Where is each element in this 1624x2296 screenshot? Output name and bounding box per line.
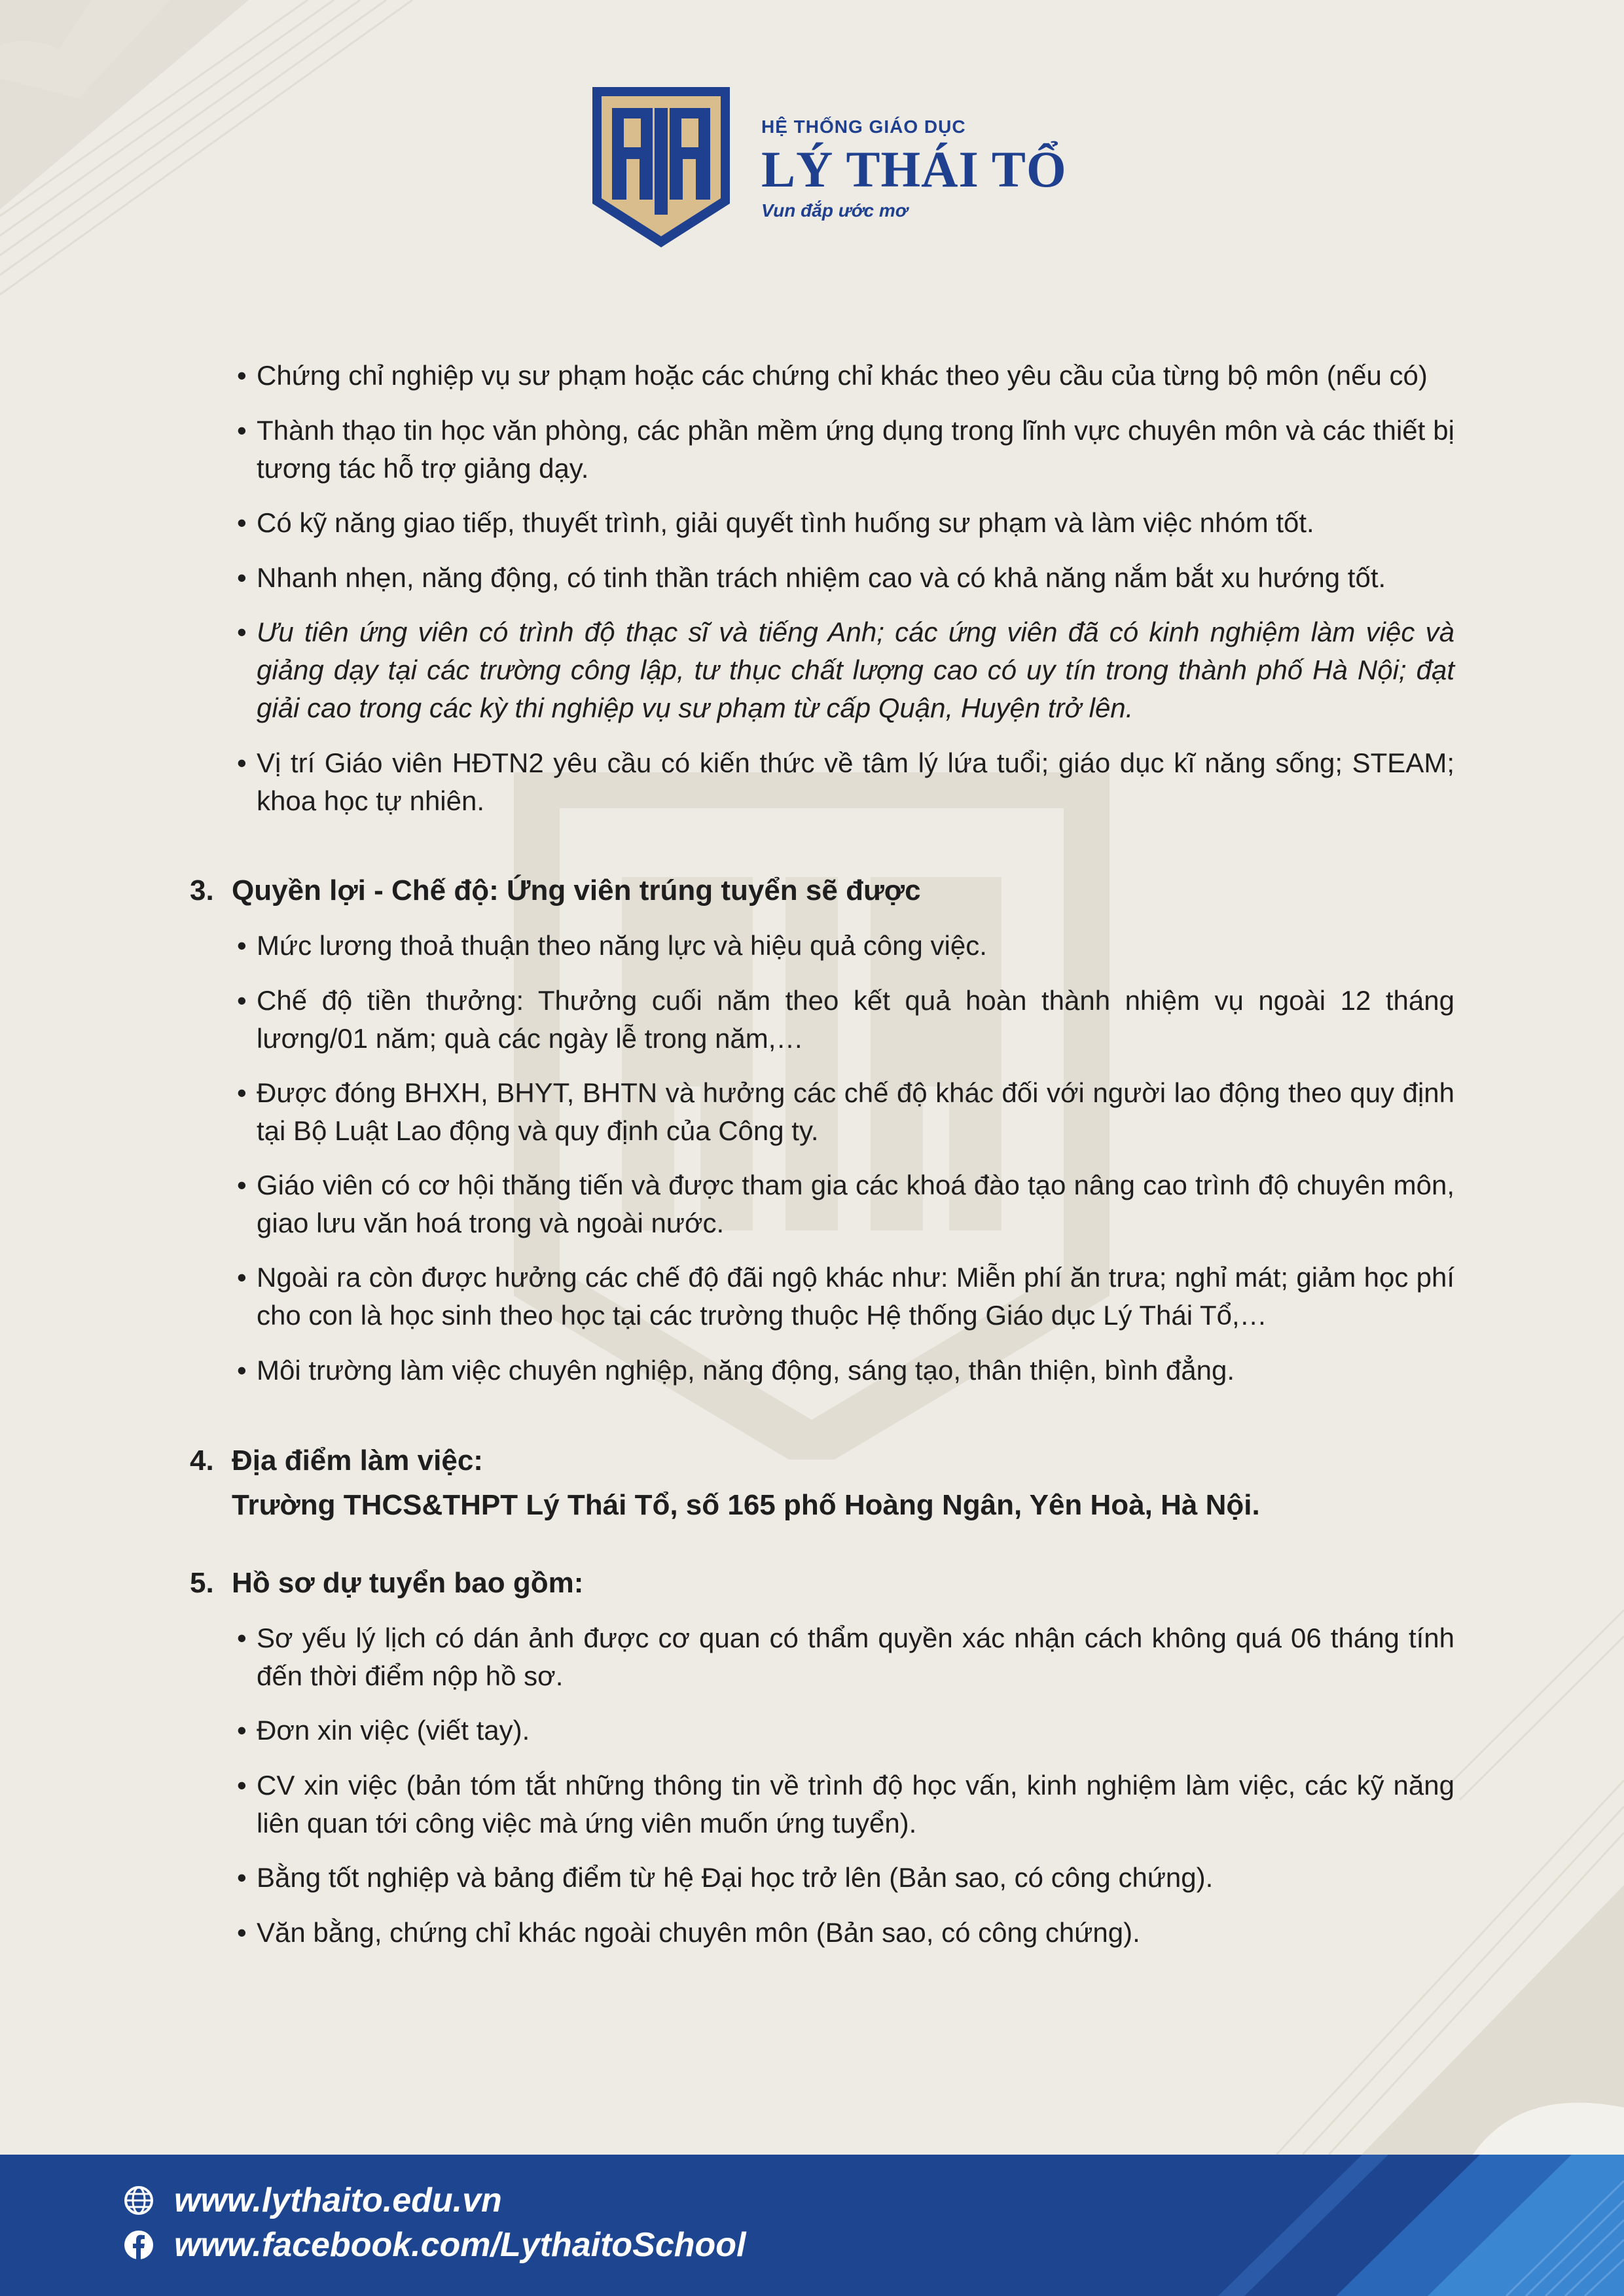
section-heading-benefits — [190, 872, 921, 910]
list-item-text: Được đóng BHXH, BHYT, BHTN và hưởng các chế độ khác đối với người lao động theo quy định tại Bộ Luật Lao động và quy định của Công ty. — [257, 1077, 1454, 1146]
list-item-text: Có kỹ năng giao tiếp, thuyết trình, giải quyết tình huống sư phạm và làm việc nhóm tốt. — [257, 507, 1314, 538]
list-item — [237, 1859, 1454, 1897]
list-item — [237, 1767, 1454, 1842]
bullet-icon: • — [237, 747, 247, 778]
list-item — [237, 504, 1454, 542]
list-item — [237, 1914, 1454, 1952]
bullet-icon: • — [237, 1862, 247, 1893]
section-heading-location — [190, 1442, 483, 1480]
section-title: Quyền lợi - Chế độ: Ứng viên trúng tuyển sẽ được — [232, 874, 921, 906]
list-item-text: Giáo viên có cơ hội thăng tiến và được tham gia các khoá đào tạo nâng cao trình độ chuyên môn, giao lưu văn hoá trong và ngoài nước. — [257, 1170, 1454, 1238]
bullet-icon: • — [237, 1355, 247, 1386]
facebook-url[interactable]: www.facebook.com/LythaitoSchool — [174, 2226, 746, 2264]
brand-slogan: Vun đắp ước mơ — [761, 200, 908, 221]
list-item-text: Ưu tiên ứng viên có trình độ thạc sĩ và tiếng Anh; các ứng viên đã có kinh nghiệm làm việc và giảng dạy tại các trường công lập, tư thục chất lượng cao có uy tín trong thành phố Hà Nội; đạt giải cao trong các kỳ thi nghiệp vụ sư phạm từ cấp Quận, Huyện trở lên. — [257, 617, 1454, 723]
bullet-icon: • — [237, 985, 247, 1016]
list-item — [237, 1712, 1454, 1749]
bullet-icon: • — [237, 1770, 247, 1801]
list-item-text: Chứng chỉ nghiệp vụ sư phạm hoặc các chứng chỉ khác theo yêu cầu của từng bộ môn (nếu có) — [257, 360, 1428, 391]
section-number: 5. — [190, 1567, 214, 1599]
list-item — [237, 1074, 1454, 1150]
list-item-text: Chế độ tiền thưởng: Thưởng cuối năm theo kết quả hoàn thành nhiệm vụ ngoài 12 tháng lương/01 năm; quà các ngày lễ trong năm,… — [257, 985, 1454, 1054]
list-item — [237, 613, 1454, 727]
website-link[interactable] — [123, 2181, 502, 2220]
bullet-icon: • — [237, 415, 247, 446]
globe-icon — [123, 2185, 154, 2216]
section-title: Địa điểm làm việc: — [232, 1444, 483, 1477]
bullet-icon: • — [237, 1715, 247, 1746]
bullet-icon: • — [237, 1170, 247, 1200]
brand-system-label: HỆ THỐNG GIÁO DỤC — [761, 117, 966, 137]
bullet-icon: • — [237, 1917, 247, 1948]
list-item-text: Sơ yếu lý lịch có dán ảnh được cơ quan có thẩm quyền xác nhận cách không quá 06 tháng tính đến thời điểm nộp hồ sơ. — [257, 1623, 1454, 1691]
list-item-text: Thành thạo tin học văn phòng, các phần mềm ứng dụng trong lĩnh vực chuyên môn và các thiết bị tương tác hỗ trợ giảng dạy. — [257, 415, 1454, 484]
list-item — [237, 559, 1454, 597]
bullet-icon: • — [237, 1262, 247, 1293]
list-item — [237, 927, 1454, 965]
section-title: Hồ sơ dự tuyển bao gồm: — [232, 1567, 584, 1599]
list-item — [237, 357, 1454, 395]
list-item — [237, 1619, 1454, 1695]
list-item-text: Bằng tốt nghiệp và bảng điểm từ hệ Đại học trở lên (Bản sao, có công chứng). — [257, 1862, 1214, 1893]
bullet-icon: • — [237, 507, 247, 538]
footer-bar — [0, 2155, 1624, 2296]
bullet-icon: • — [237, 1077, 247, 1108]
list-item-text: Môi trường làm việc chuyên nghiệp, năng động, sáng tạo, thân thiện, bình đẳng. — [257, 1355, 1235, 1386]
bullet-icon: • — [237, 360, 247, 391]
list-item-text: Đơn xin việc (viết tay). — [257, 1715, 530, 1746]
list-item — [237, 1352, 1454, 1390]
list-item-text: Văn bằng, chứng chỉ khác ngoài chuyên môn (Bản sao, có công chứng). — [257, 1917, 1140, 1948]
section-heading-application — [190, 1564, 583, 1602]
list-item — [237, 982, 1454, 1058]
brand-logo — [592, 87, 1067, 247]
footer-stripes — [969, 2155, 1624, 2296]
website-url[interactable]: www.lythaito.edu.vn — [174, 2181, 502, 2219]
list-item-text: Vị trí Giáo viên HĐTN2 yêu cầu có kiến thức về tâm lý lứa tuổi; giáo dục kĩ năng sống; STEAM; khoa học tự nhiên. — [257, 747, 1454, 816]
section-number: 4. — [190, 1444, 214, 1477]
shield-logo-icon — [592, 87, 730, 247]
list-item — [237, 1166, 1454, 1242]
list-item-text: CV xin việc (bản tóm tắt những thông tin về trình độ học vấn, kinh nghiệm làm việc, các kỹ năng liên quan tới công việc mà ứng viên muốn ứng tuyển). — [257, 1770, 1454, 1839]
facebook-link[interactable] — [123, 2225, 746, 2265]
list-item-text: Nhanh nhẹn, năng động, có tinh thần trách nhiệm cao và có khả năng nắm bắt xu hướng tốt. — [257, 562, 1386, 593]
bullet-icon: • — [237, 562, 247, 593]
work-address: Trường THCS&THPT Lý Thái Tổ, số 165 phố Hoàng Ngân, Yên Hoà, Hà Nội. — [232, 1489, 1260, 1521]
list-item-text: Ngoài ra còn được hưởng các chế độ đãi ngộ khác như: Miễn phí ăn trưa; nghỉ mát; giảm học phí cho con là học sinh theo học tại các trường thuộc Hệ thống Giáo dục Lý Thái Tổ,… — [257, 1262, 1454, 1331]
list-item — [237, 1259, 1454, 1335]
section-number: 3. — [190, 874, 214, 906]
list-item — [237, 412, 1454, 488]
bullet-icon: • — [237, 930, 247, 961]
facebook-icon — [123, 2229, 154, 2261]
list-item — [237, 744, 1454, 820]
bullet-icon: • — [237, 617, 247, 647]
bullet-icon: • — [237, 1623, 247, 1653]
list-item-text: Mức lương thoả thuận theo năng lực và hiệu quả công việc. — [257, 930, 987, 961]
brand-name: LÝ THÁI TỔ — [761, 141, 1067, 198]
